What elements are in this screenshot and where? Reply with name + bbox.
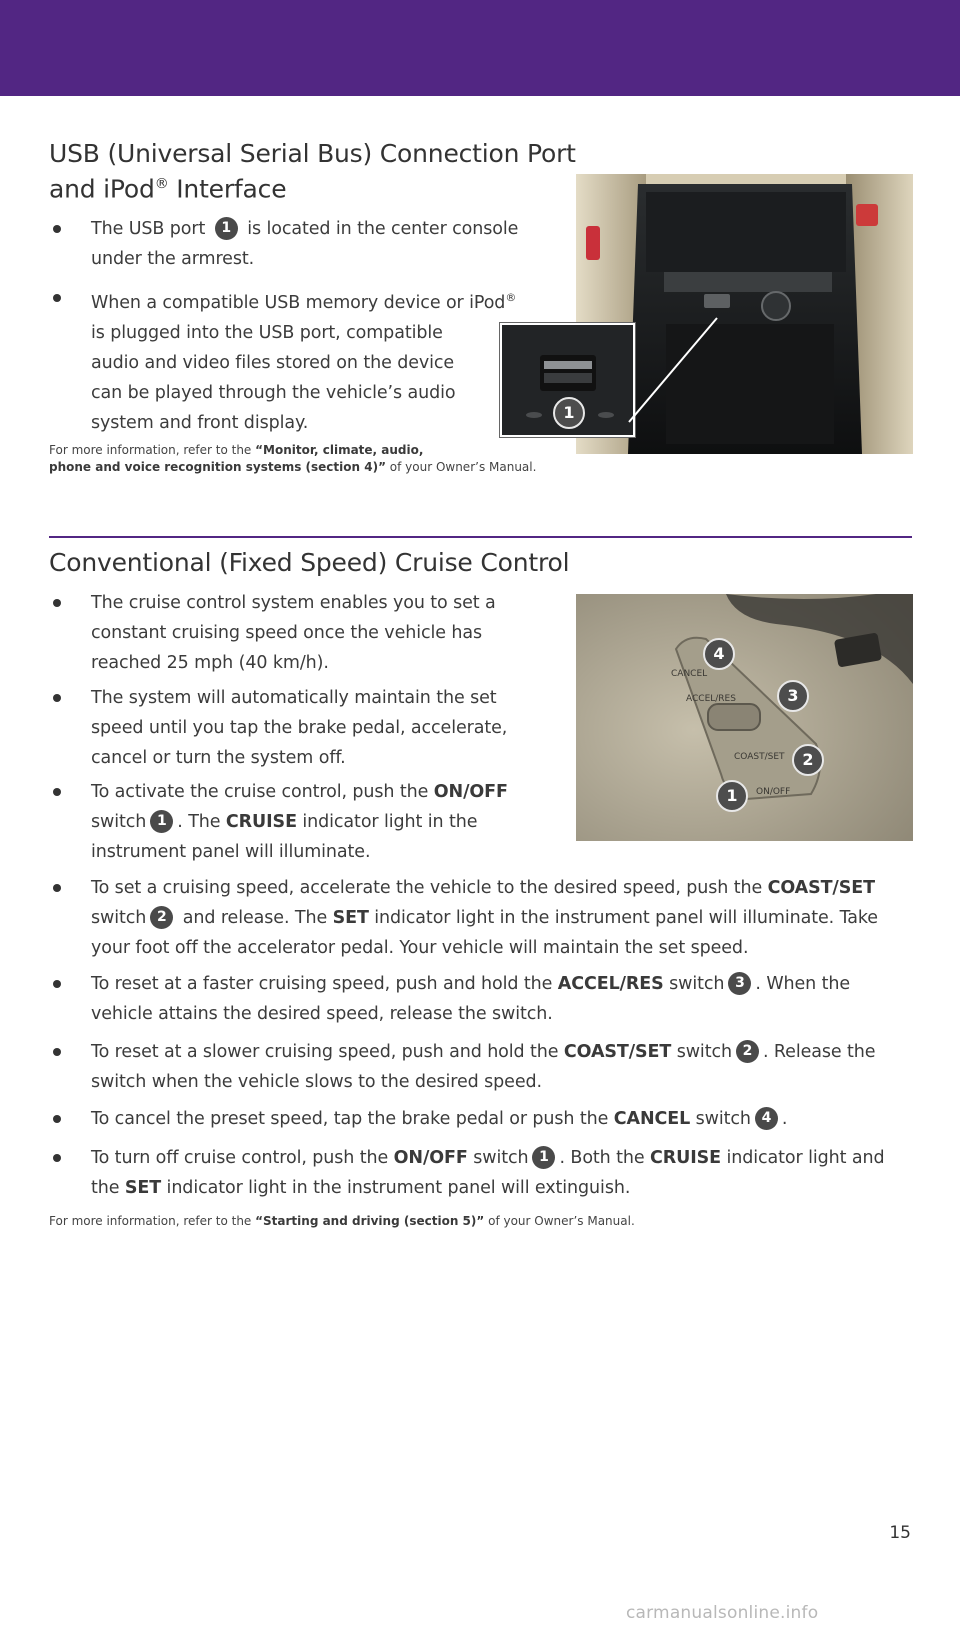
cruise-bullet-4 [91, 873, 878, 963]
cruise-bullet-2 [91, 683, 507, 773]
text: instrument panel will illuminate. [91, 842, 371, 862]
text: To cancel the preset speed, tap the brake pedal or push the [91, 1109, 614, 1129]
usb-photo-callout-1: 1 [553, 397, 585, 429]
bullet-icon [53, 294, 61, 302]
cruise-bullet-8 [91, 1143, 884, 1203]
text: To reset at a faster cruising speed, push and hold the [91, 974, 558, 994]
text: vehicle attains the desired speed, release the switch. [91, 1004, 553, 1024]
cruise-photo-callout-3: 3 [777, 680, 809, 712]
callout-badge: 1 [150, 810, 173, 833]
callout-badge: 2 [736, 1040, 759, 1063]
text: ON/OFF [393, 1148, 468, 1168]
text: . [781, 1109, 788, 1129]
text: To reset at a slower cruising speed, push and hold the [91, 1042, 564, 1062]
usb-title-line2-end: Interface [168, 174, 287, 204]
text: ACCEL/RES [557, 974, 664, 994]
text: switch when the vehicle slows to the desired speed. [91, 1072, 542, 1092]
bullet-icon [53, 980, 61, 988]
cruise-bullet-6 [91, 1037, 875, 1097]
bullet-icon [53, 1115, 61, 1123]
usb-reference-note [49, 442, 536, 476]
text: The USB port [91, 219, 206, 239]
registered-mark: ® [505, 291, 517, 304]
bullet-icon [53, 694, 61, 702]
text: system and front display. [91, 412, 309, 433]
callout-badge: 1 [532, 1146, 555, 1169]
switch-label-cancel: CANCEL [671, 669, 708, 679]
text: . The [177, 812, 226, 832]
text: . Both the [559, 1148, 651, 1168]
callout-badge: 2 [150, 906, 173, 929]
text: and release. The [177, 908, 333, 928]
bullet-icon [53, 1048, 61, 1056]
text: indicator light in the instrument panel will illuminate. Take [368, 908, 878, 928]
header-bar [0, 0, 960, 96]
text: For more information, refer to the [49, 443, 256, 457]
text: COAST/SET [563, 1042, 672, 1062]
text: audio and video files stored on the device [91, 352, 455, 373]
text: is located in the center console [247, 219, 519, 239]
text: switch [663, 974, 725, 994]
text: reached 25 mph (40 km/h). [91, 653, 329, 673]
callout-badge: 1 [215, 217, 238, 240]
text: To activate the cruise control, push the [91, 782, 434, 802]
text: “Starting and driving (section 5)” [255, 1214, 485, 1228]
section-divider [49, 536, 912, 538]
bullet-icon [53, 225, 61, 233]
text: speed until you tap the brake pedal, accelerate, [91, 718, 508, 738]
text: . When the [755, 974, 851, 994]
callout-leader-line [625, 316, 725, 426]
usb-bullet-1 [91, 214, 518, 274]
switch-label-accel-res: ACCEL/RES [686, 694, 736, 704]
cruise-bullet-1 [91, 588, 496, 678]
text: switch [91, 812, 147, 832]
text: constant cruising speed once the vehicle has [91, 623, 483, 643]
text: of your Owner’s Manual. [484, 1214, 635, 1228]
text: switch [690, 1109, 751, 1129]
usb-bullet-2 [91, 283, 516, 438]
text: For more information, refer to the [49, 1214, 256, 1228]
text: indicator light in the [296, 812, 478, 832]
cruise-bullet-7 [91, 1104, 787, 1134]
text: SET [332, 908, 369, 928]
text: your foot off the accelerator pedal. Your vehicle will maintain the set speed. [91, 938, 749, 958]
cruise-reference-note [49, 1213, 635, 1230]
text: CRUISE [650, 1148, 722, 1168]
text: To turn off cruise control, push the [91, 1148, 394, 1168]
usb-title-line2: and iPod [49, 174, 155, 204]
switch-label-coast-set: COAST/SET [734, 752, 785, 762]
text: switch [91, 908, 147, 928]
cruise-photo-callout-1: 1 [716, 780, 748, 812]
cruise-photo-callout-4: 4 [703, 638, 735, 670]
text: CRUISE [225, 812, 297, 832]
text: ON/OFF [433, 782, 508, 802]
text: switch [671, 1042, 732, 1062]
watermark-text: carmanualsonline.info [626, 1603, 819, 1623]
text: COAST/SET [767, 878, 875, 898]
bullet-icon [53, 599, 61, 607]
text: is plugged into the USB port, compatible [91, 322, 443, 343]
text: SET [124, 1178, 162, 1198]
text: CANCEL [613, 1109, 691, 1129]
text: . Release the [762, 1042, 876, 1062]
bullet-icon [53, 884, 61, 892]
text: indicator light in the instrument panel will extinguish. [161, 1178, 631, 1198]
registered-mark: ® [154, 176, 169, 192]
page-number: 15 [889, 1523, 911, 1543]
usb-title-line1: USB (Universal Serial Bus) Connection Port [49, 139, 576, 168]
cruise-bullet-5 [91, 969, 850, 1029]
bullet-icon [53, 1154, 61, 1162]
text: When a compatible USB memory device or iPod [91, 292, 506, 313]
text: indicator light and [721, 1148, 885, 1168]
switch-label-on-off: ON/OFF [756, 787, 791, 797]
bullet-icon [53, 788, 61, 796]
text: switch [467, 1148, 529, 1168]
cruise-photo-callout-2: 2 [792, 744, 824, 776]
text: The system will automatically maintain the set [91, 688, 497, 708]
text: under the armrest. [91, 249, 255, 269]
cruise-bullet-3 [91, 777, 508, 867]
text: of your Owner’s Manual. [385, 460, 537, 474]
text: cancel or turn the system off. [91, 748, 346, 768]
text: phone and voice recognition systems (section 4)” [49, 460, 386, 474]
text: “Monitor, climate, audio, [255, 443, 424, 457]
text: can be played through the vehicle’s audio [91, 382, 456, 403]
callout-badge: 4 [755, 1107, 778, 1130]
text: The cruise control system enables you to set a [91, 593, 496, 613]
text: the [91, 1178, 125, 1198]
cruise-section-title: Conventional (Fixed Speed) Cruise Control [49, 548, 570, 577]
usb-section-title [49, 139, 576, 204]
callout-badge: 3 [728, 972, 751, 995]
text: To set a cruising speed, accelerate the vehicle to the desired speed, push the [91, 878, 768, 898]
